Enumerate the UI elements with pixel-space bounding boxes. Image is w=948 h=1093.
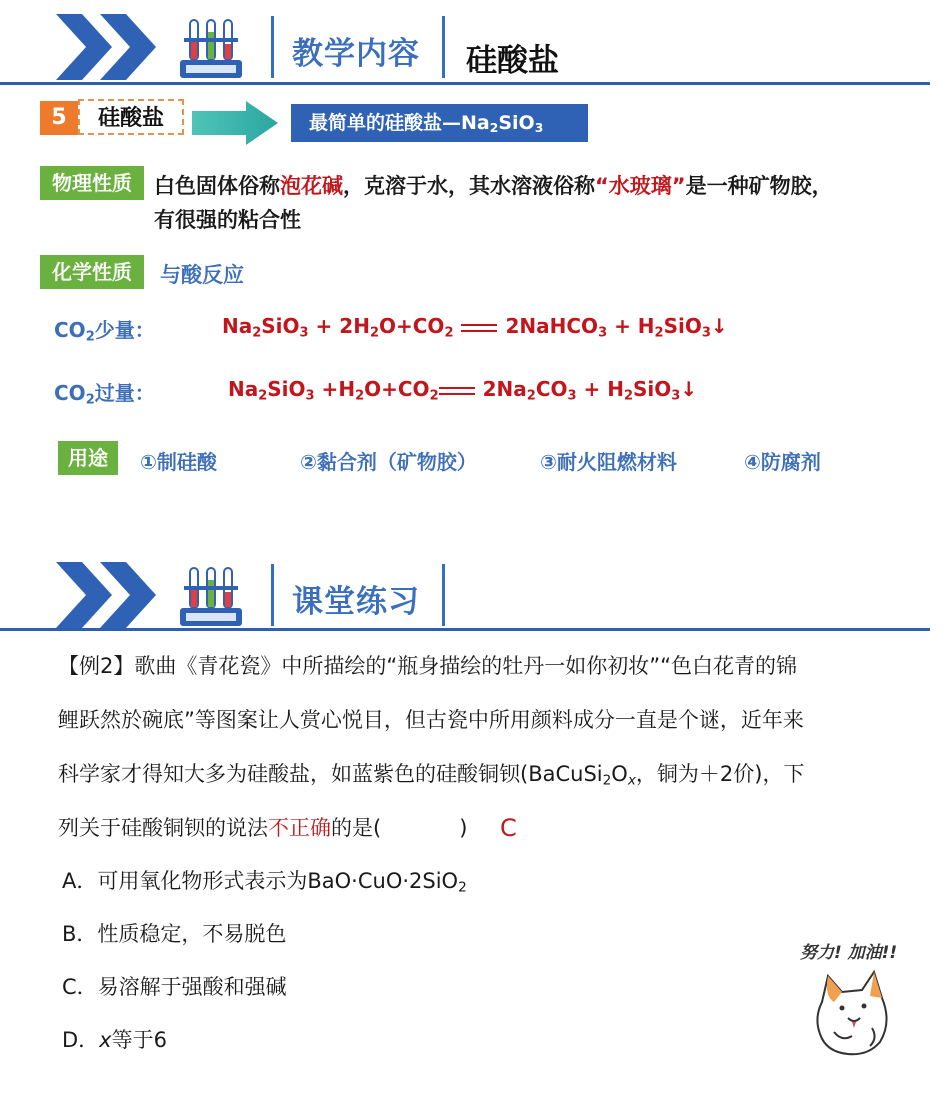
question-line: 【例2】歌曲《青花瓷》中所描绘的“瓶身描绘的牡丹一如你初妆”“色白花青的锦: [58, 654, 797, 678]
lab-test-tube-icon: [176, 14, 246, 82]
physical-properties-text: 白色固体俗称泡花碱，克溶于水，其水溶液俗称“水玻璃”是一种矿物胶，: [154, 174, 833, 198]
co2-small-label: $CO_2$少量：: [54, 318, 155, 345]
lab-test-tube-icon: [176, 562, 246, 630]
question-line: 鲤跃然於碗底”等图案让人赏心悦目，但古瓷中所用颜料成分一直是个谜，近年来: [58, 708, 804, 732]
header-divider: [271, 16, 274, 78]
header-topic: 硅酸盐: [466, 43, 559, 79]
physical-properties-tag: 物理性质: [40, 166, 144, 200]
use-item: ③耐火阻燃材料: [540, 450, 677, 474]
section-number: 5: [40, 101, 78, 135]
right-arrow-icon: [192, 101, 280, 145]
header-title: 课堂练习: [292, 584, 420, 620]
chevron-arrows-icon: [56, 562, 160, 628]
use-item: ①制硅酸: [140, 450, 217, 474]
option-b: B．性质稳定，不易脱色: [62, 922, 287, 946]
question-line: 列关于硅酸铜钡的说法不正确的是( ): [58, 816, 468, 840]
chemical-properties-tag: 化学性质: [40, 255, 144, 289]
question-line: 科学家才得知大多为硅酸盐，如蓝紫色的硅酸铜钡($BaCuSi_2O_x$，铜为＋2价)，下: [58, 762, 805, 789]
equals-sign: [461, 324, 497, 332]
answer-mark: C: [500, 814, 517, 842]
option-c: C．易溶解于强酸和强碱: [62, 975, 287, 999]
use-item: ②黏合剂（矿物胶）: [300, 450, 477, 474]
reaction-co2-excess: $Na_2SiO_3 +H_2O+CO_2$ $2Na_2CO_3$ + $H_2SiO_3↓$: [228, 377, 698, 404]
header-rule: [0, 628, 930, 631]
option-a: A．可用氧化物形式表示为BaO·CuO·2SiO$_2$: [62, 869, 467, 896]
header-divider: [271, 564, 274, 626]
section-tag: 硅酸盐: [78, 99, 184, 135]
chevron-arrows-icon: [56, 14, 160, 80]
reaction-co2-small: $Na_2SiO_3 + 2H_2O+CO_2$ 2NaHCO$_3$ + $H_2SiO_3↓$: [222, 314, 728, 341]
header-title: 教学内容: [292, 36, 420, 72]
option-d: D．x等于6: [62, 1028, 167, 1052]
uses-tag: 用途: [58, 441, 118, 475]
simplest-silicate-box: 最简单的硅酸盐$—Na_2SiO_3$: [291, 104, 588, 142]
co2-excess-label: $CO_2$过量：: [54, 381, 155, 408]
physical-properties-line2: 有很强的粘合性: [154, 208, 301, 232]
equals-sign: [439, 387, 475, 395]
sticker-text: 努力! 加油!!: [800, 943, 898, 963]
header-divider: [442, 564, 445, 626]
use-item: ④防腐剂: [744, 450, 821, 474]
chemical-subtitle: 与酸反应: [160, 263, 244, 287]
cat-cheering-icon: [812, 962, 898, 1058]
header-rule: [0, 82, 930, 85]
header-divider: [442, 16, 445, 78]
